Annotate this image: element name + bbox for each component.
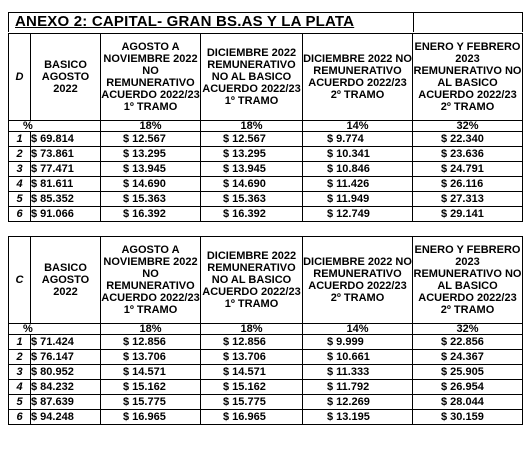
- value-cell: $ 13.945: [101, 162, 201, 177]
- value-cell: $ 26.116: [413, 177, 523, 192]
- table-row: [9, 192, 523, 207]
- column-header: ENERO Y FEBRERO 2023 REMUNERATIVO NO AL BASICO ACUERDO 2022/23 2º TRAMO: [413, 34, 523, 121]
- category-label: D: [9, 34, 31, 121]
- value-cell: $ 77.471: [31, 162, 101, 177]
- value-cell: $ 14.571: [101, 365, 201, 380]
- column-header: AGOSTO A NOVIEMBRE 2022 NO REMUNERATIVO ACUERDO 2022/23 1º TRAMO: [101, 34, 201, 121]
- value-cell: $ 12.567: [101, 132, 201, 147]
- value-cell: $ 11.949: [303, 192, 413, 207]
- row-number: 5: [9, 395, 31, 410]
- column-header: DICIEMBRE 2022 REMUNERATIVO NO AL BASICO ACUERDO 2022/23 1º TRAMO: [201, 237, 303, 324]
- value-cell: $ 15.162: [201, 380, 303, 395]
- value-cell: $ 27.313: [413, 192, 523, 207]
- table-row: [9, 410, 523, 425]
- percent-label: %: [9, 324, 101, 335]
- value-cell: $ 91.066: [31, 207, 101, 222]
- table-row: [9, 380, 523, 395]
- value-cell: $ 12.856: [101, 335, 201, 350]
- value-cell: $ 25.905: [413, 365, 523, 380]
- row-number: 3: [9, 365, 31, 380]
- value-cell: $ 24.367: [413, 350, 523, 365]
- row-number: 6: [9, 410, 31, 425]
- percent-row: [9, 121, 523, 132]
- value-cell: $ 11.333: [303, 365, 413, 380]
- value-cell: $ 81.611: [31, 177, 101, 192]
- value-cell: $ 12.269: [303, 395, 413, 410]
- value-cell: $ 9.774: [303, 132, 413, 147]
- value-cell: $ 13.945: [201, 162, 303, 177]
- value-cell: $ 22.856: [413, 335, 523, 350]
- table-row: [9, 350, 523, 365]
- header-row: [9, 237, 523, 324]
- table-row: [9, 162, 523, 177]
- row-number: 2: [9, 147, 31, 162]
- salary-table: [8, 236, 523, 425]
- row-number: 3: [9, 162, 31, 177]
- value-cell: $ 11.792: [303, 380, 413, 395]
- value-cell: $ 14.690: [101, 177, 201, 192]
- percent-cell: 18%: [201, 324, 303, 335]
- percent-cell: 14%: [303, 324, 413, 335]
- table-row: [9, 177, 523, 192]
- percent-cell: 18%: [101, 324, 201, 335]
- value-cell: $ 69.814: [31, 132, 101, 147]
- value-cell: $ 13.195: [303, 410, 413, 425]
- table-row: [9, 207, 523, 222]
- value-cell: $ 16.392: [201, 207, 303, 222]
- percent-cell: 18%: [101, 121, 201, 132]
- value-cell: $ 15.775: [201, 395, 303, 410]
- value-cell: $ 24.791: [413, 162, 523, 177]
- percent-cell: 18%: [201, 121, 303, 132]
- value-cell: $ 10.661: [303, 350, 413, 365]
- header-row: [9, 34, 523, 121]
- value-cell: $ 73.861: [31, 147, 101, 162]
- value-cell: $ 12.856: [201, 335, 303, 350]
- value-cell: $ 9.999: [303, 335, 413, 350]
- table-row: [9, 147, 523, 162]
- value-cell: $ 13.706: [201, 350, 303, 365]
- value-cell: $ 26.954: [413, 380, 523, 395]
- column-header: BASICO AGOSTO 2022: [31, 34, 101, 121]
- column-header: DICIEMBRE 2022 NO REMUNERATIVO ACUERDO 2022/23 2º TRAMO: [303, 34, 413, 121]
- row-number: 4: [9, 177, 31, 192]
- value-cell: $ 16.965: [201, 410, 303, 425]
- row-number: 2: [9, 350, 31, 365]
- row-number: 5: [9, 192, 31, 207]
- value-cell: $ 12.567: [201, 132, 303, 147]
- value-cell: $ 85.352: [31, 192, 101, 207]
- column-header: DICIEMBRE 2022 NO REMUNERATIVO ACUERDO 2022/23 2º TRAMO: [303, 237, 413, 324]
- table-row: [9, 335, 523, 350]
- row-number: 1: [9, 132, 31, 147]
- table-row: [9, 395, 523, 410]
- percent-cell: 32%: [413, 121, 523, 132]
- title-blank-cell: [412, 12, 523, 32]
- column-header: BASICO AGOSTO 2022: [31, 237, 101, 324]
- value-cell: $ 23.636: [413, 147, 523, 162]
- page-title: ANEXO 2: CAPITAL- GRAN BS.AS Y LA PLATA: [15, 13, 355, 30]
- value-cell: $ 15.363: [201, 192, 303, 207]
- value-cell: $ 29.141: [413, 207, 523, 222]
- value-cell: $ 16.392: [101, 207, 201, 222]
- title-row: [8, 12, 523, 32]
- value-cell: $ 28.044: [413, 395, 523, 410]
- value-cell: $ 15.775: [101, 395, 201, 410]
- value-cell: $ 76.147: [31, 350, 101, 365]
- row-number: 4: [9, 380, 31, 395]
- value-cell: $ 15.162: [101, 380, 201, 395]
- value-cell: $ 16.965: [101, 410, 201, 425]
- salary-table: [8, 33, 523, 222]
- value-cell: $ 22.340: [413, 132, 523, 147]
- category-label: C: [9, 237, 31, 324]
- value-cell: $ 71.424: [31, 335, 101, 350]
- value-cell: $ 11.426: [303, 177, 413, 192]
- value-cell: $ 14.690: [201, 177, 303, 192]
- row-number: 6: [9, 207, 31, 222]
- percent-row: [9, 324, 523, 335]
- value-cell: $ 12.749: [303, 207, 413, 222]
- value-cell: $ 94.248: [31, 410, 101, 425]
- value-cell: $ 13.706: [101, 350, 201, 365]
- percent-cell: 14%: [303, 121, 413, 132]
- column-header: ENERO Y FEBRERO 2023 REMUNERATIVO NO AL BASICO ACUERDO 2022/23 2º TRAMO: [413, 237, 523, 324]
- column-header: AGOSTO A NOVIEMBRE 2022 NO REMUNERATIVO ACUERDO 2022/23 1º TRAMO: [101, 237, 201, 324]
- title-cell: [8, 12, 414, 32]
- value-cell: $ 30.159: [413, 410, 523, 425]
- percent-label: %: [9, 121, 101, 132]
- value-cell: $ 14.571: [201, 365, 303, 380]
- value-cell: $ 10.846: [303, 162, 413, 177]
- value-cell: $ 13.295: [101, 147, 201, 162]
- value-cell: $ 87.639: [31, 395, 101, 410]
- table-row: [9, 132, 523, 147]
- row-number: 1: [9, 335, 31, 350]
- table-row: [9, 365, 523, 380]
- value-cell: $ 15.363: [101, 192, 201, 207]
- percent-cell: 32%: [413, 324, 523, 335]
- value-cell: $ 84.232: [31, 380, 101, 395]
- column-header: DICIEMBRE 2022 REMUNERATIVO NO AL BASICO ACUERDO 2022/23 1º TRAMO: [201, 34, 303, 121]
- value-cell: $ 13.295: [201, 147, 303, 162]
- value-cell: $ 10.341: [303, 147, 413, 162]
- value-cell: $ 80.952: [31, 365, 101, 380]
